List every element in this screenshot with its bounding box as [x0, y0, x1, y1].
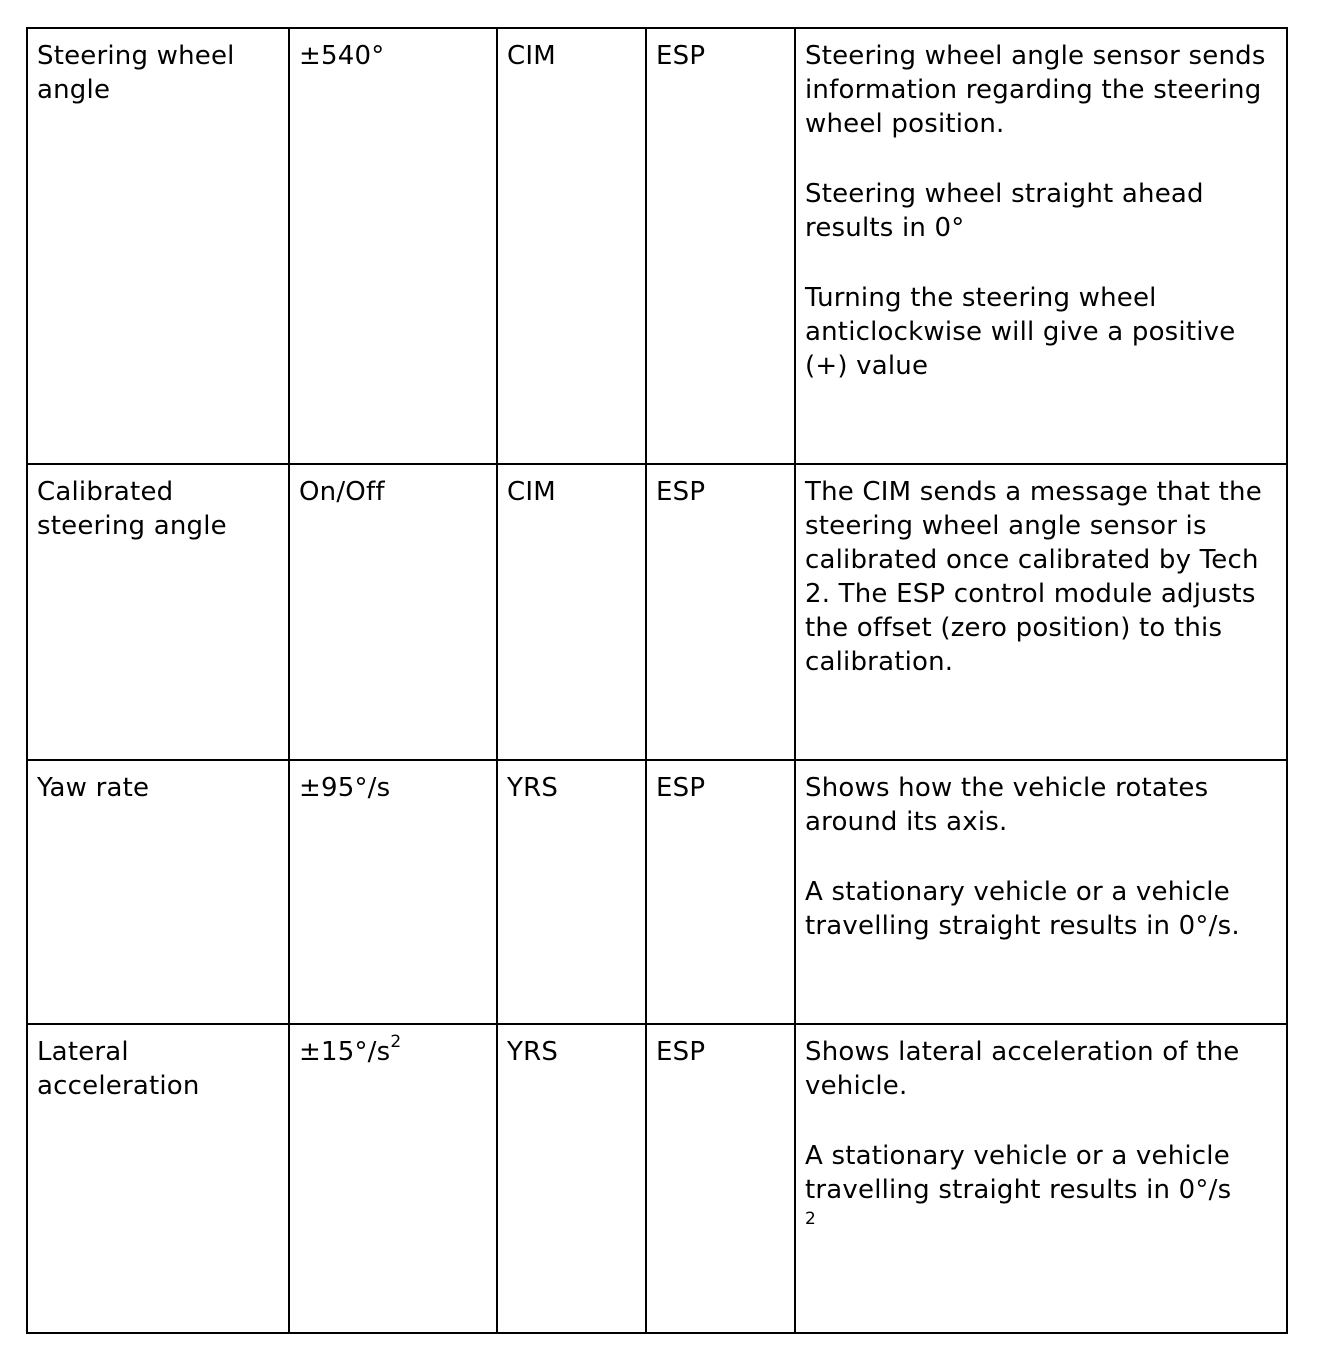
description-exponent: 2	[805, 1209, 817, 1229]
description-paragraph	[805, 1139, 1278, 1229]
description-paragraph: Steering wheel angle sensor sends information regarding the steering wheel position.	[805, 41, 1266, 139]
range-value: ±15°/s	[299, 1037, 391, 1067]
description-text: A stationary vehicle or a vehicle travelling straight results in 0°/s	[805, 1141, 1232, 1205]
range-cell: On/Off	[289, 464, 497, 760]
range-cell: ±95°/s	[289, 760, 497, 1024]
parameter-cell: Steering wheel angle	[27, 28, 289, 464]
description-cell	[795, 28, 1287, 464]
receiver-cell: ESP	[646, 28, 795, 464]
description-paragraph: A stationary vehicle or a vehicle travelling straight results in 0°/s.	[805, 877, 1240, 941]
source-cell: CIM	[497, 464, 646, 760]
description-paragraph: The CIM sends a message that the steering wheel angle sensor is calibrated once calibrated by Tech 2. The ESP control module adjusts the offset (zero position) to this calibration.	[805, 477, 1262, 677]
description-paragraph: Turning the steering wheel anticlockwise will give a positive (+) value	[805, 283, 1236, 381]
receiver-cell: ESP	[646, 464, 795, 760]
range-cell	[289, 1024, 497, 1333]
description-paragraph: Shows how the vehicle rotates around its axis.	[805, 773, 1209, 837]
table-row	[27, 1024, 1287, 1333]
source-cell: CIM	[497, 28, 646, 464]
parameter-cell: Calibrated steering angle	[27, 464, 289, 760]
range-cell: ±540°	[289, 28, 497, 464]
description-cell	[795, 1024, 1287, 1333]
parameter-cell: Yaw rate	[27, 760, 289, 1024]
signal-table	[26, 27, 1288, 1334]
range-exponent: 2	[390, 1032, 402, 1053]
source-cell: YRS	[497, 1024, 646, 1333]
description-paragraph: Shows lateral acceleration of the vehicle.	[805, 1037, 1240, 1101]
source-cell: YRS	[497, 760, 646, 1024]
description-cell	[795, 760, 1287, 1024]
receiver-cell: ESP	[646, 1024, 795, 1333]
receiver-cell: ESP	[646, 760, 795, 1024]
parameter-cell: Lateral acceleration	[27, 1024, 289, 1333]
description-paragraph: Steering wheel straight ahead results in 0°	[805, 179, 1204, 243]
table-row	[27, 464, 1287, 760]
table-row	[27, 28, 1287, 464]
table-row	[27, 760, 1287, 1024]
description-cell	[795, 464, 1287, 760]
